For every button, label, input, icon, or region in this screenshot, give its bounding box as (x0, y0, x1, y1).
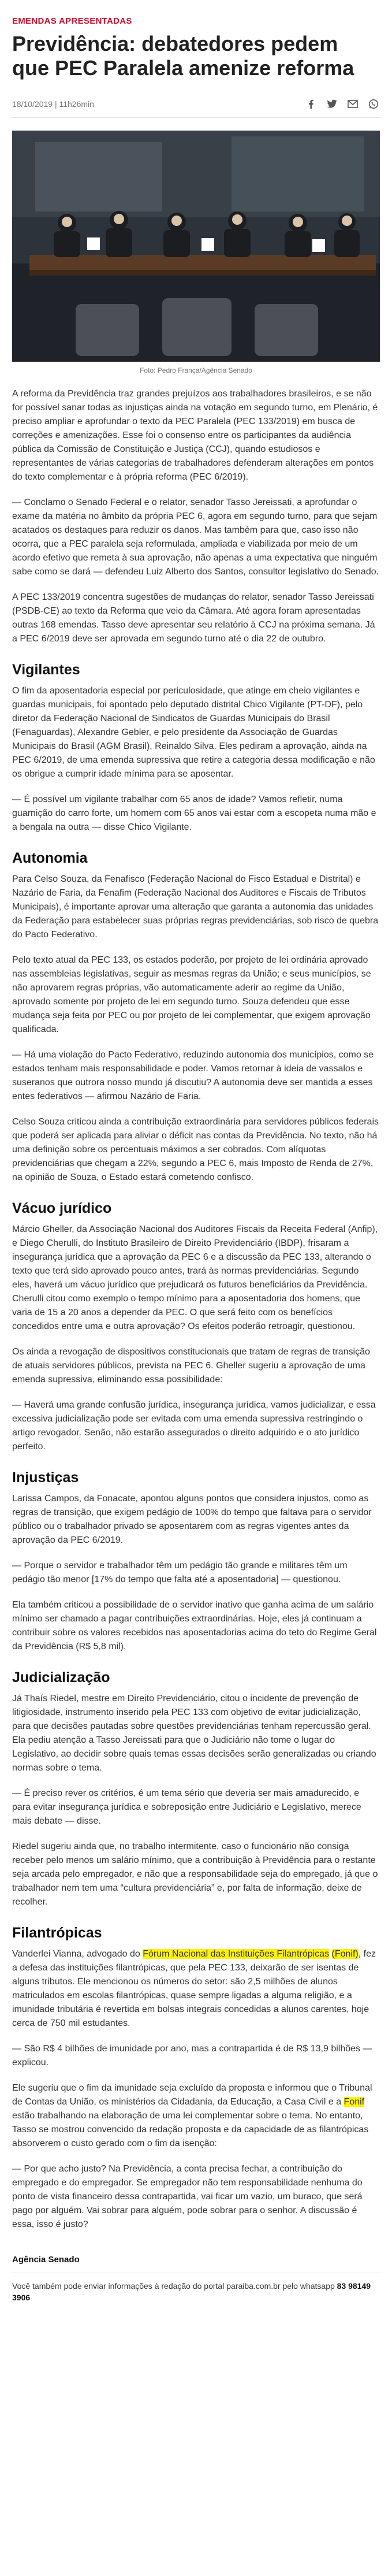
highlighted-term: Fórum Nacional das Instituições Filantrópicas (143, 1949, 330, 1959)
paragraph: — É possível um vigilante trabalhar com 65 anos de idade? Vamos refletir, numa guarnição do carro forte, um homem com 65 anos vai estar com a escopeta numa mão e a bengala na outra — disse Chico Vigilante. (12, 795, 376, 832)
highlighted-term: (Fonif) (331, 1949, 359, 1959)
paragraph: Riedel sugeriu ainda que, no trabalho intermitente, caso o funcionário não consiga receber pelo menos um salário mínimo, que a contribuição à Previdência para o restante seja arcada pelo empregador, e não que a responsabilidade seja do empregado, já que o trabalhador nem tem uma “cultura previdenciária” e, por falta de informação, deixe de recolher. (12, 1842, 378, 1907)
section-judicializacao (12, 1669, 380, 1909)
paragraph: — Conclamo o Senado Federal e o relator, senador Tasso Jereissati, a aprofundar o exame da matéria no âmbito da própria PEC 6, agora em segundo turno, para que sejam acatados os destaques para reduzir os danos. Mas também para que, caso isso não ocorra, que a PEC paralela seja reformulada, ampliada e viabilizada por meio de um acordo efetivo que remeta à sua aprovação, não apenas a uma expectativa que ninguém sabe como se dará — defendeu Luiz Alberto dos Santos, consultor legislativo do Senado. (12, 498, 379, 577)
paragraph: — São R$ 4 bilhões de imunidade por ano, mas a contrapartida é de R$ 13,9 bilhões — explicou. (12, 2044, 372, 2068)
paragraph: — Haverá uma grande confusão jurídica, insegurança jurídica, vamos judicializar, e essa excessiva judicialização pode ser evitada com uma emenda supressiva restringindo o artigo revogador. Senão, não estarão assegurados o direito adquirido e o ato jurídico perfeito. (12, 1400, 376, 1452)
share-bar (305, 98, 380, 110)
article-title: Previdência: debatedores pedem que PEC Paralela amenize reforma (12, 32, 354, 80)
paragraph: Vanderlei Vianna, advogado do Fórum Nacional das Instituições Filantrópicas (Fonif), fez a defesa das instituições filantrópicas, que pela PEC 133, deixarão de ser isentas de alguns tributos. Ele mencionou os números do setor: são 2,5 milhões de alunos matriculados em escolas filantrópicas, quase sempre ligadas a alguma religião, e a imunidade tributária é revertida em bolsas integrais concedidas a alunos carentes, hoje cerca de 750 mil estudantes. (12, 1949, 376, 2028)
paragraph: Ela também criticou a possibilidade de o servidor inativo que ganha acima de um salário mínimo ser chamado a pagar contribuições extraordinárias. Hoje, eles já continuam a contribuir sobre os valores recebidos nas aposentadorias acima do teto do Regime Geral da Previdência (R$ 5,8 mil). (12, 1600, 377, 1651)
paragraph: Para Celso Souza, da Fenafisco (Federação Nacional do Fisco Estadual e Distrital) e Nazário de Faria, da Fenafim (Federação Nacional dos Auditores e Fiscais de Tributos Municipais), é importante aprovar uma alteração que garanta a autonomia das unidades da Federação para estabelecer suas próprias regras previdenciárias, sob risco de quebra do Pacto Federativo. (12, 874, 379, 940)
twitter-icon[interactable] (326, 98, 338, 110)
section-injusticas (12, 1469, 380, 1654)
section-vigilantes (12, 661, 380, 834)
section-heading: Judicialização (12, 1669, 110, 1686)
paragraph: Larissa Campos, da Fonacate, apontou alguns pontos que considera injustos, como as regras de transição, que exigem pedágio de 100% do tempo que faltava para o servidor público ou o trabalhador privado se aposentarem com as regras vigentes antes da aprovação da PEC 6/2019. (12, 1494, 372, 1545)
paragraph: Pelo texto atual da PEC 133, os estados poderão, por projeto de lei ordinária aprovado nas assembleias legislativas, seguir as mesmas regras da União; e seus municípios, se não aprovarem regras próprias, vão automaticamente aderir ao regime da União, aprovado somente por projeto de lei em segundo turno. Souza defendeu que esse mudança seja feita por PEC ou por projeto de lei complementar, que exigem aprovação qualificada. (12, 955, 371, 1034)
article-kicker: EMENDAS APRESENTADAS (12, 16, 132, 26)
article-source: Agência Senado (12, 2255, 80, 2265)
paragraph: Os ainda a revogação de dispositivos constitucionais que tratam de regras de transição de atuais servidores públicos, prevista na PEC 6. Gheller sugeriu a aprovação de uma emenda supressiva, eliminando essa possibilidade: (12, 1347, 370, 1384)
article-meta (12, 98, 380, 118)
paragraph: O fim da aposentadoria especial por periculosidade, que atinge em cheio vigilantes e guardas municipais, foi apontado pelo deputado distrital Chico Vigilante (PT-DF), pelo diretor da Federação Nacional de Sindicatos de Guardas Municipais do Brasil (Fenaguardas), Alexandre Gebler, e pelo presidente da Associação de Guardas Municipais do Brasil (AGM Brasil), Reinaldo Silva. Eles pediram a aprovação, ainda na PEC 6/2019, de uma emenda supressiva que retire a categoria dessa modificação e não os obrigue a cumprir idade mínima para se aposentar. (12, 686, 375, 779)
section-autonomia (12, 849, 380, 1185)
section-vacuo-juridico (12, 1200, 380, 1454)
section-heading: Vigilantes (12, 662, 80, 678)
footer-phone[interactable]: 83 98149 3906 (12, 2281, 371, 2302)
email-icon[interactable] (346, 98, 359, 110)
highlighted-term: Fonif (344, 2097, 365, 2107)
paragraph: A reforma da Previdência traz grandes prejuízos aos trabalhadores brasileiros, e se não for possível sanar todas as injustiças ainda na votação em segundo turno, em Plenário, é preciso ampliar e aprofundar o texto da PEC Paralela (PEC 133/2019) em busca de correções e amenizações. Esse foi o consenso entre os participantes da audiência pública da Comissão de Constituição e Justiça (CCJ), quando estudiosos e representantes de várias categorias de trabalhadores defenderam alterações em pontos do texto complementar e à própria reforma (PEC 6/2019). (12, 389, 378, 482)
section-heading: Injustiças (12, 1469, 79, 1486)
section-heading: Vácuo jurídico (12, 1200, 112, 1216)
footer-note (12, 2273, 380, 2303)
paragraph: — Por que acho justo? Na Previdência, a conta precisa fechar, a contribuição do empregado e do empregador. Se empregador não tem responsabilidade nenhuma do ponto de vista financeiro dessa contrapartida, vai ficar um vazio, um buraco, que será pago por alguém. Vai sobrar para alguém, pode sobrar para o senhor. A discussão é essa, isso é justo? (12, 2164, 363, 2229)
paragraph: Já Thaís Riedel, mestre em Direito Previdenciário, citou o incidente de prevenção de litigiosidade, instrumento inserido pela PEC 133 com objetivo de evitar judicialização, para que decisões pautadas sobre questões previdenciárias tenham repercussão geral. Ela pediu atenção a Tasso Jereissati para que o Judiciário não tome o lugar do Legislativo, ao decidir sobre quais temas essas decisões serão generalizadas ou criando normas sobre o tema. (12, 1694, 376, 1773)
section-filantropicas (12, 1924, 380, 2232)
article-intro (12, 387, 380, 646)
article-date: 18/10/2019 | 11h26min (12, 99, 94, 109)
paragraph: Celso Souza criticou ainda a contribuição extraordinária para servidores públicos federais que poderá ser aplicada para aliviar o déficit nas contas da Previdência. No texto, não há uma definição sobre os percentuais máximos a ser cobrados. Com alíquotas previdenciárias que chegam a 22%, segundo a PEC 6, mais Imposto de Renda de 27%, na opinião de Souza, o Estado estará cometendo confisco. (12, 1117, 379, 1182)
photo-caption: Foto: Pedro França/Agência Senado (140, 366, 252, 374)
footer-note-text: Você também pode enviar informações à redação do portal paraiba.com.br pelo whatsapp (12, 2281, 335, 2291)
whatsapp-icon[interactable] (367, 98, 380, 110)
facebook-icon[interactable] (305, 98, 318, 110)
article-photo (12, 131, 380, 362)
section-heading: Autonomia (12, 850, 88, 866)
paragraph: Ele sugeriu que o fim da imunidade seja excluído da proposta e informou que o Tribunal de Contas da União, os ministérios da Cidadania, da Educação, a Casa Civil e a Fonif estão trabalhando na elaboração de uma lei complementar sobre o tema. No entanto, Tasso se mostrou convencido da redação proposta e da capacidade de as filantrópicas absorverem o custo gerado com o fim da isenção: (12, 2083, 372, 2148)
section-heading: Filantrópicas (12, 1925, 102, 1941)
paragraph: — É preciso rever os critérios, é um tema sério que deveria ser mais amadurecido, e para evitar insegurança jurídica e sobreposição entre Judiciário e Legislativo, merece mais debate — disse. (12, 1788, 361, 1826)
paragraph: Márcio Gheller, da Associação Nacional dos Auditores Fiscais da Receita Federal (Anfip), e Diego Cherulli, do Instituto Brasileiro de Direito Previdenciário (IBDP), frisaram a insegurança jurídica que a aprovação da PEC 6 e a discussão da PEC 133, alterando o texto que terá sido aprovado pouco antes, trará às normas previdenciárias. Segundo eles, haverá um vácuo jurídico que prejudicará os futuros beneficiários da Previdência. Cherulli citou como exemplo o tempo mínimo para a aposentadoria dos homens, que varia de 15 a 20 anos a depender da PEC. O que será feito com os benefícios concedidos entre uma e outra aprovação? Os efeitos poderão retroagir, questionou. (12, 1224, 378, 1331)
paragraph: — Há uma violação do Pacto Federativo, reduzindo autonomia dos municípios, como se estados tenham mais responsabilidade e poder. Vamos retornar à ideia de vassalos e suseranos que outrora nosso mundo já discutiu? A autonomia deve ser mantida a esses entes federativos — afirmou Nazário de Faria. (12, 1050, 374, 1101)
paragraph: — Porque o servidor e trabalhador têm um pedágio tão grande e militares têm um pedágio tão menor [17% do tempo que falta até a aposentadoria] — questionou. (12, 1561, 348, 1584)
paragraph: A PEC 133/2019 concentra sugestões de mudanças do relator, senador Tasso Jereissati (PSDB-CE) ao texto da Reforma que veio da Câmara. Até agora foram apresentadas outras 168 emendas. Tasso deve apresentar seu relatório à CCJ na próxima semana. Já a PEC 6/2019 deve ser aprovada em segundo turno até o dia 22 de outubro. (12, 592, 375, 644)
